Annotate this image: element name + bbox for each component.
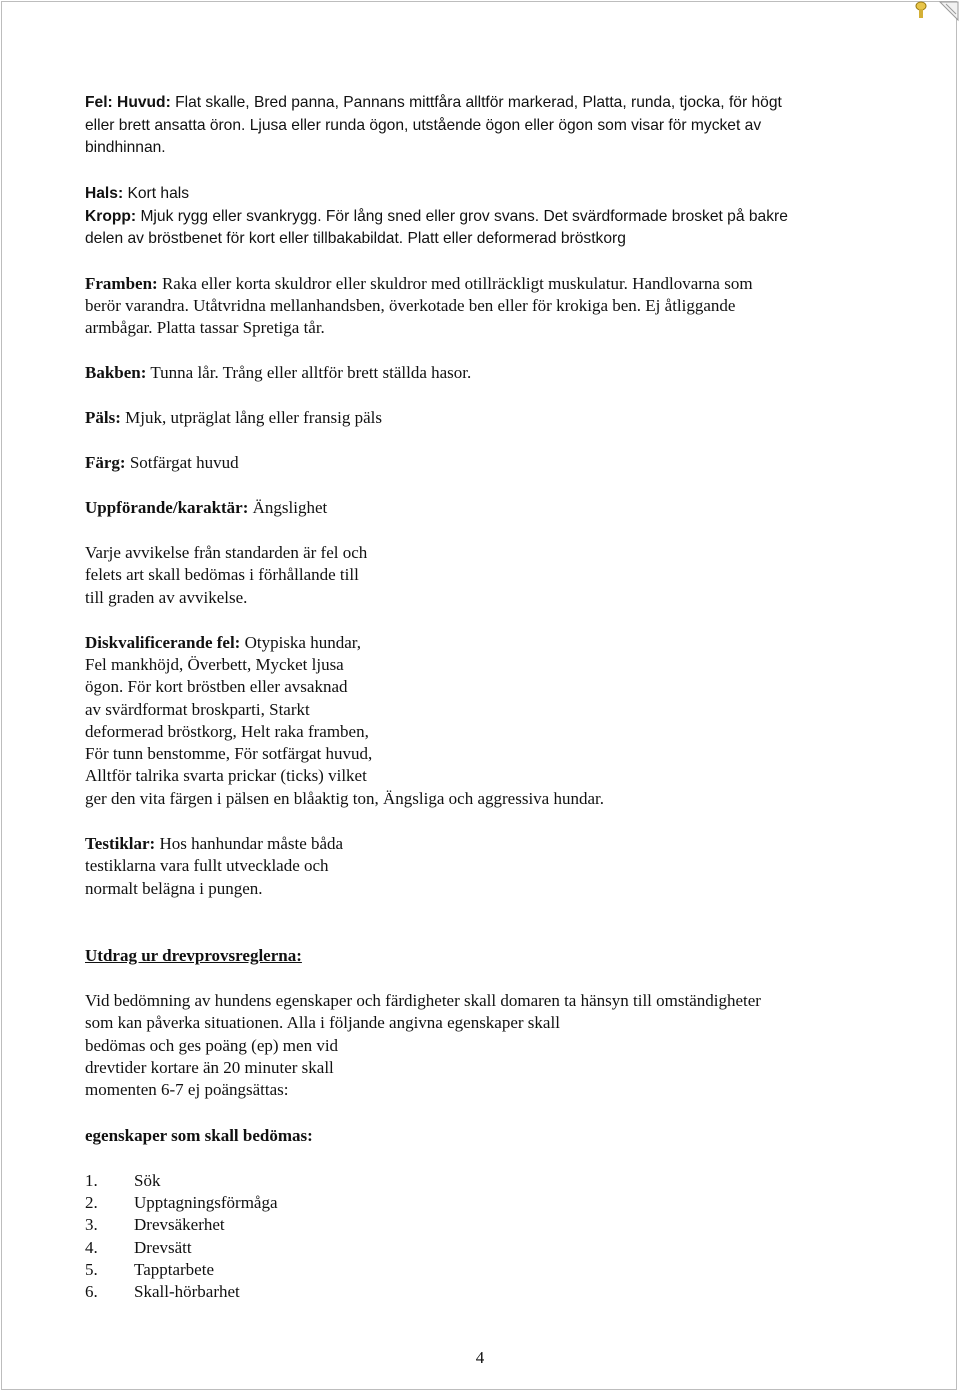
list-item <box>85 1259 214 1281</box>
egenskaper-heading: egenskaper som skall bedömas: <box>85 1126 313 1145</box>
list-item-number: 3. <box>85 1215 98 1234</box>
diskvalificerande-line2: Fel mankhöjd, Överbett, Mycket ljusa <box>85 655 344 674</box>
list-item-number: 2. <box>85 1193 98 1212</box>
farg-line: Färg: Sotfärgat huvud <box>85 453 239 472</box>
list-item-text: Drevsäkerhet <box>134 1215 225 1234</box>
diskvalificerande-line4: av svärdformat broskparti, Starkt <box>85 700 310 719</box>
list-item-text: Drevsätt <box>134 1238 192 1257</box>
fel-huvud-line2: eller brett ansatta öron. Ljusa eller runda ögon, utstående ögon eller ögon som visar för mycket av <box>85 117 762 134</box>
utdrag-line2: som kan påverka situationen. Alla i följande angivna egenskaper skall <box>85 1013 560 1032</box>
utdrag-line3: bedömas och ges poäng (ep) men vid <box>85 1036 339 1055</box>
diskvalificerande-line8: ger den vita färgen i pälsen en blåaktig ton, Ängsliga och aggressiva hundar. <box>85 789 604 808</box>
utdrag-heading: Utdrag ur drevprovsreglerna: <box>85 946 302 965</box>
utdrag-line1: Vid bedömning av hundens egenskaper och färdigheter skall domaren ta hänsyn till omständigheter <box>85 991 761 1010</box>
avvikelse-line2: felets art skall bedömas i förhållande till <box>85 565 359 584</box>
list-item <box>85 1192 278 1214</box>
list-item-number: 1. <box>85 1171 98 1190</box>
list-item <box>85 1170 160 1192</box>
kropp-line2: delen av bröstbenet för kort eller tillbakabildat. Platt eller deformerad bröstkorg <box>85 230 626 247</box>
diskvalificerande-line3: ögon. För kort bröstben eller avsaknad <box>85 677 348 696</box>
list-item-number: 4. <box>85 1238 98 1257</box>
list-item <box>85 1214 225 1236</box>
avvikelse-line3: till graden av avvikelse. <box>85 588 248 607</box>
coin-icon <box>910 0 932 20</box>
list-item-text: Skall-hörbarhet <box>134 1282 240 1301</box>
diskvalificerande-line6: För tunn benstomme, För sotfärgat huvud, <box>85 744 373 763</box>
testiklar-line2: testiklarna vara fullt utvecklade och <box>85 856 329 875</box>
utdrag-line4: drevtider kortare än 20 minuter skall <box>85 1058 334 1077</box>
utdrag-line5: momenten 6-7 ej poängsättas: <box>85 1080 289 1099</box>
diskvalificerande-line7: Alltför talrika svarta prickar (ticks) vilket <box>85 766 367 785</box>
diskvalificerande-line1: Diskvalificerande fel: Otypiska hundar, <box>85 633 362 652</box>
list-item-number: 6. <box>85 1282 98 1301</box>
hals-line: Hals: Kort hals <box>85 185 190 202</box>
fel-huvud-line1: Fel: Huvud: Flat skalle, Bred panna, Pannans mittfåra alltför markerad, Platta, runda, tjocka, för högt <box>85 94 782 111</box>
pals-line: Päls: Mjuk, utpräglat lång eller fransig päls <box>85 408 382 427</box>
diskvalificerande-line5: deformerad bröstkorg, Helt raka framben, <box>85 722 369 741</box>
kropp-line1: Kropp: Mjuk rygg eller svankrygg. För lång sned eller grov svans. Det svärdformade brosket på bakre <box>85 208 788 225</box>
fel-huvud-line3: bindhinnan. <box>85 139 166 156</box>
list-item <box>85 1281 240 1303</box>
uppforande-line: Uppförande/karaktär: Ängslighet <box>85 498 328 517</box>
page-number: 4 <box>475 1348 485 1367</box>
list-item <box>85 1237 192 1259</box>
bakben-line: Bakben: Tunna lår. Trång eller alltför brett ställda hasor. <box>85 363 472 382</box>
framben-line1: Framben: Raka eller korta skuldror eller skuldror med otillräckligt muskulatur. Handlovarna som <box>85 274 753 293</box>
framben-line3: armbågar. Platta tassar Spretiga tår. <box>85 318 325 337</box>
testiklar-line3: normalt belägna i pungen. <box>85 879 263 898</box>
list-item-number: 5. <box>85 1260 98 1279</box>
list-item-text: Tapptarbete <box>134 1260 214 1279</box>
list-item-text: Upptagningsförmåga <box>134 1193 278 1212</box>
page-curl-icon <box>938 0 960 22</box>
list-item-text: Sök <box>134 1171 161 1190</box>
framben-line2: berör varandra. Utåtvridna mellanhandsben, överkotade ben eller för krokiga ben. Ej åtliggande <box>85 296 736 315</box>
testiklar-line1: Testiklar: Hos hanhundar måste båda <box>85 834 344 853</box>
avvikelse-line1: Varje avvikelse från standarden är fel och <box>85 543 368 562</box>
